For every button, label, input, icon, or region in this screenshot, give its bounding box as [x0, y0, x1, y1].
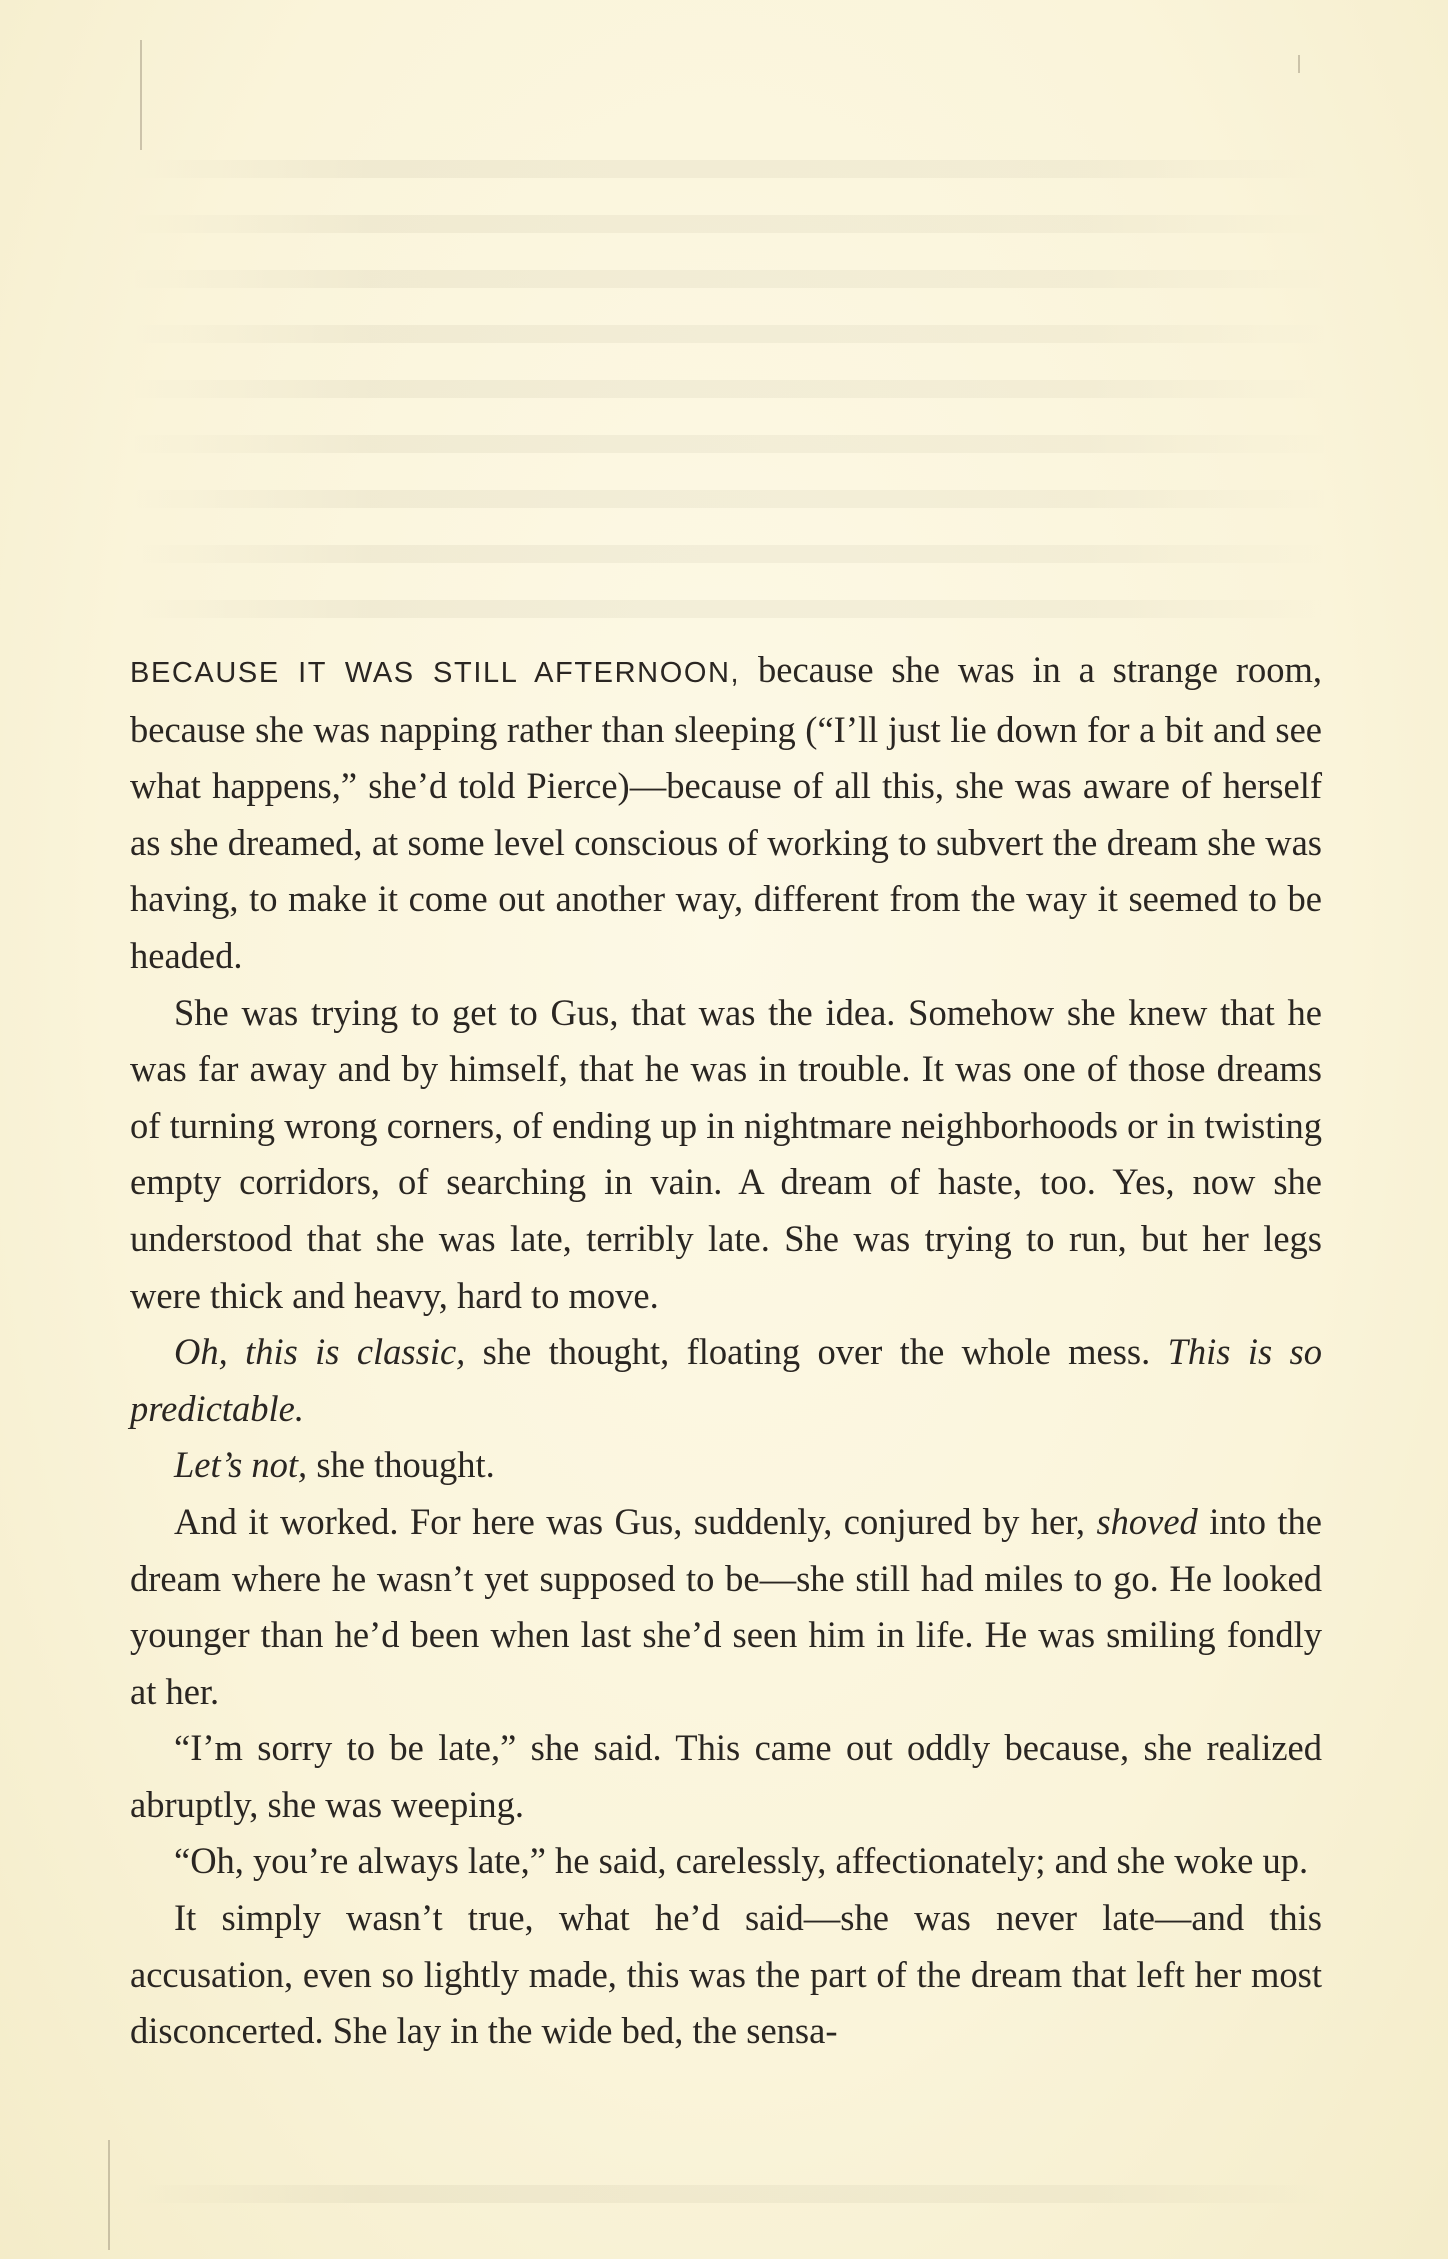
text-segment: She was trying to get to Gus, that was the idea. Somehow she knew that he was far away and by himself, that he was in trouble. It was one of those dreams of turning wrong corners, of ending up in nightmare neighborhoods or in twisting empty corridors, of searching in vain. A dream of haste, too. Yes, now she understood that she was late, terribly late. She was trying to run, but her legs were thick and heavy, hard to move.: [130, 991, 1322, 1316]
text-segment: And it worked. For here was Gus, suddenly, conjured by her,: [174, 1500, 1097, 1542]
text-segment: she thought, floating over the whole mess.: [465, 1331, 1168, 1373]
italic-text: This is so predictable.: [130, 1331, 1322, 1429]
paragraph: [130, 642, 1322, 985]
show-through-line: [130, 215, 1330, 233]
body-text: [130, 642, 1322, 2060]
page-edge-mark: [108, 2140, 110, 2250]
show-through-line: [130, 435, 1330, 453]
paragraph: [130, 1833, 1322, 1890]
text-segment: into the dream where he wasn’t yet supposed to be—she still had miles to go. He looked younger than he’d been when last she’d seen him in life. He was smiling fondly at her.: [130, 1500, 1323, 1712]
show-through-line: [130, 270, 1330, 288]
page-edge-mark: [1298, 55, 1300, 73]
show-through-line: [130, 380, 1330, 398]
show-through-line: [130, 545, 1330, 563]
paragraph: [130, 1437, 1322, 1494]
show-through-line: [130, 600, 1330, 618]
text-segment: It simply wasn’t true, what he’d said—she was never late—and this accusation, even so lightly made, this was the part of the dream that left her most disconcerted. She lay in the wide bed, the sensa-: [130, 1897, 1322, 2052]
paragraph: [130, 1890, 1322, 2060]
italic-text: shoved: [1096, 1500, 1198, 1542]
paragraph: [130, 1494, 1322, 1720]
text-segment: “I’m sorry to be late,” she said. This came out oddly because, she realized abruptly, she was weeping.: [130, 1727, 1322, 1825]
page-edge-mark: [140, 40, 142, 150]
italic-text: Oh, this is classic,: [174, 1331, 466, 1373]
show-through-line: [130, 2185, 1330, 2203]
show-through-line: [130, 490, 1330, 508]
paragraph: [130, 1324, 1322, 1437]
paragraph: [130, 985, 1322, 1325]
italic-text: Let’s not,: [174, 1444, 308, 1486]
text-segment: because she was in a strange room, because she was napping rather than sleeping (“I’ll just lie down for a bit and see what happens,” she’d told Pierce)—because of all this, she was aware of herself as she dreamed, at some level conscious of working to subvert the dream she was having, to make it come out another way, different from the way it seemed to be headed.: [130, 649, 1322, 976]
text-segment: she thought.: [307, 1444, 495, 1486]
text-segment: “Oh, you’re always late,” he said, carelessly, affectionately; and she woke up.: [174, 1840, 1309, 1882]
show-through-line: [130, 325, 1330, 343]
show-through-line: [130, 160, 1330, 178]
paragraph: [130, 1720, 1322, 1833]
chapter-opening-smallcaps: BECAUSE IT WAS STILL AFTERNOON,: [130, 657, 741, 689]
